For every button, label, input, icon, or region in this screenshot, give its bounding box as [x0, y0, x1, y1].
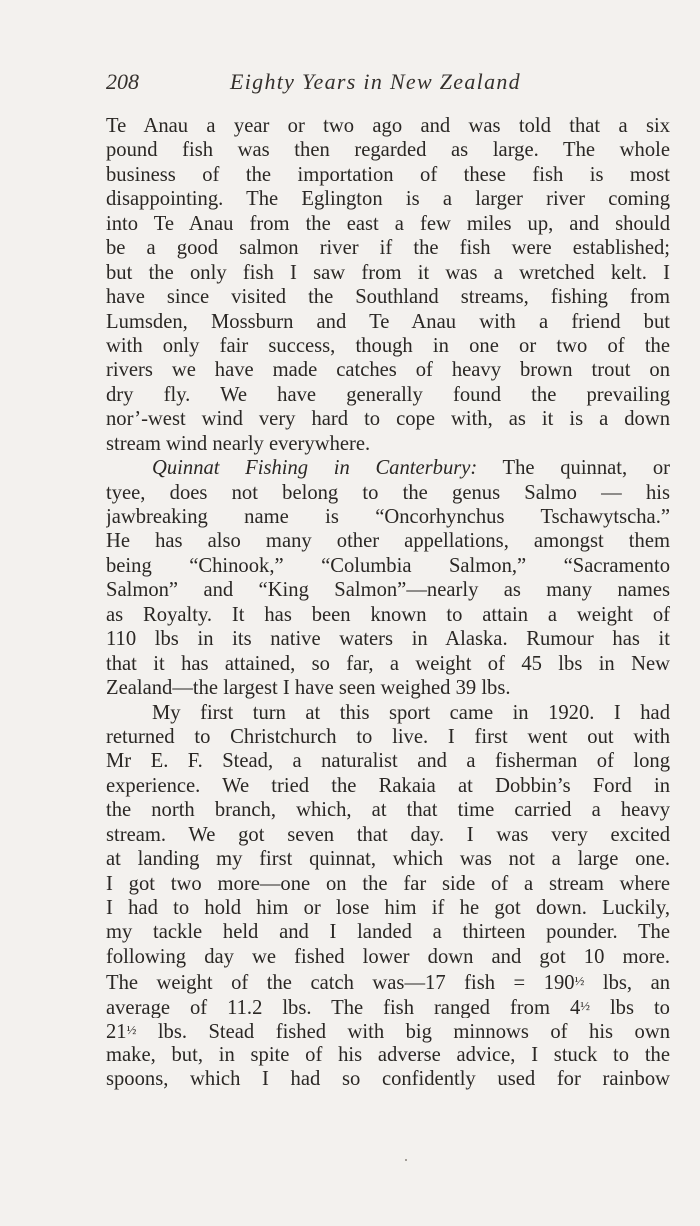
- text-line: into Te Anau from the east a few miles up, and should: [106, 212, 670, 235]
- text-line: experience. We tried the Rakaia at Dobbin’s Ford in: [106, 774, 670, 797]
- text-run: lbs to: [590, 996, 670, 1019]
- paper-speck: [405, 1159, 407, 1161]
- paragraph-3: [106, 701, 670, 1092]
- text-line: the north branch, which, at that time carried a heavy: [106, 799, 670, 822]
- text-line: Zealand—the largest I have seen weighed 39 lbs.: [106, 677, 511, 700]
- text-line: Te Anau a year or two ago and was told that a six: [106, 115, 670, 137]
- paragraph-2: [106, 456, 670, 700]
- text-line: business of the importation of these fish is most: [106, 163, 670, 186]
- text-run: average of 11.2 lbs. The fish ranged from 4: [106, 996, 581, 1019]
- text-line: My first turn at this sport came in 1920. I had: [152, 701, 670, 724]
- text-run: lbs. Stead fished with big minnows of his own: [136, 1021, 670, 1043]
- text-line: pound fish was then regarded as large. The whole: [106, 139, 670, 162]
- paragraph-1: [106, 114, 670, 456]
- text-line: stream. We got seven that day. I was very excited: [106, 823, 670, 846]
- text-line: following day we fished lower down and got 10 more.: [106, 945, 670, 968]
- text-line: be a good salmon river if the fish were established;: [106, 237, 670, 260]
- running-title: Eighty Years in New Zealand: [230, 69, 521, 94]
- text-run: 21: [106, 1021, 127, 1043]
- text-line: He has also many other appellations, amongst them: [106, 530, 670, 553]
- page-number: 208: [106, 69, 139, 94]
- section-heading: Quinnat Fishing in Canterbury:: [152, 457, 478, 480]
- text-line: but the only fish I saw from it was a wretched kelt. I: [106, 261, 670, 284]
- fraction: ½: [126, 1022, 137, 1038]
- text-line: [106, 456, 670, 480]
- text-line: make, but, in spite of his adverse advice, I stuck to the: [106, 1043, 670, 1066]
- text-line: Mr E. F. Stead, a naturalist and a fisherman of long: [106, 750, 670, 773]
- text-line: spoons, which I had so confidently used for rainbow: [106, 1068, 670, 1091]
- text-line: Lumsden, Mossburn and Te Anau with a friend but: [106, 310, 670, 333]
- text-line: being “Chinook,” “Columbia Salmon,” “Sacramento: [106, 554, 670, 577]
- paragraph-2-lines: [106, 481, 670, 701]
- text-line: [106, 994, 670, 1018]
- text-line: I got two more—one on the far side of a stream where: [106, 872, 670, 895]
- text-run: The weight of the catch was—17 fish = 190: [106, 972, 575, 994]
- text-line: dry fly. We have generally found the prevailing: [106, 383, 670, 406]
- text-line: my tackle held and I landed a thirteen pounder. The: [106, 921, 670, 944]
- text-line: rivers we have made catches of heavy brown trout on: [106, 359, 670, 382]
- text-line: nor’-west wind very hard to cope with, as it is a down: [106, 408, 670, 431]
- text-line: at landing my first quinnat, which was not a large one.: [106, 848, 670, 871]
- text-line: [106, 969, 670, 993]
- text-line: stream wind nearly everywhere.: [106, 432, 371, 455]
- text-line: I had to hold him or lose him if he got down. Luckily,: [106, 897, 670, 919]
- paragraph-3-lines-b: [106, 1043, 670, 1092]
- body-text: [106, 114, 670, 1092]
- text-line: disappointing. The Eglington is a larger river coming: [106, 188, 670, 211]
- page-header: [106, 66, 672, 98]
- fraction: ½: [580, 997, 590, 1013]
- text-run: lbs, an: [584, 972, 670, 994]
- fraction: ½: [574, 973, 585, 989]
- text-line: that it has attained, so far, a weight of 45 lbs in New: [106, 652, 670, 675]
- text-line: returned to Christchurch to live. I first went out with: [106, 725, 670, 748]
- paragraph-3-lines-a: [106, 701, 670, 970]
- text-line: [106, 1018, 670, 1042]
- text-line: 110 lbs in its native waters in Alaska. Rumour has it: [106, 628, 670, 651]
- text-run: The quinnat, or: [477, 457, 670, 480]
- text-line: tyee, does not belong to the genus Salmo — his: [106, 481, 670, 504]
- text-line: with only fair success, though in one or two of the: [106, 334, 670, 357]
- text-line: as Royalty. It has been known to attain a weight of: [106, 603, 670, 626]
- text-line: jawbreaking name is “Oncorhynchus Tschawytscha.”: [106, 506, 670, 528]
- text-line: have since visited the Southland streams, fishing from: [106, 286, 670, 309]
- text-line: Salmon” and “King Salmon”—nearly as many names: [106, 579, 670, 602]
